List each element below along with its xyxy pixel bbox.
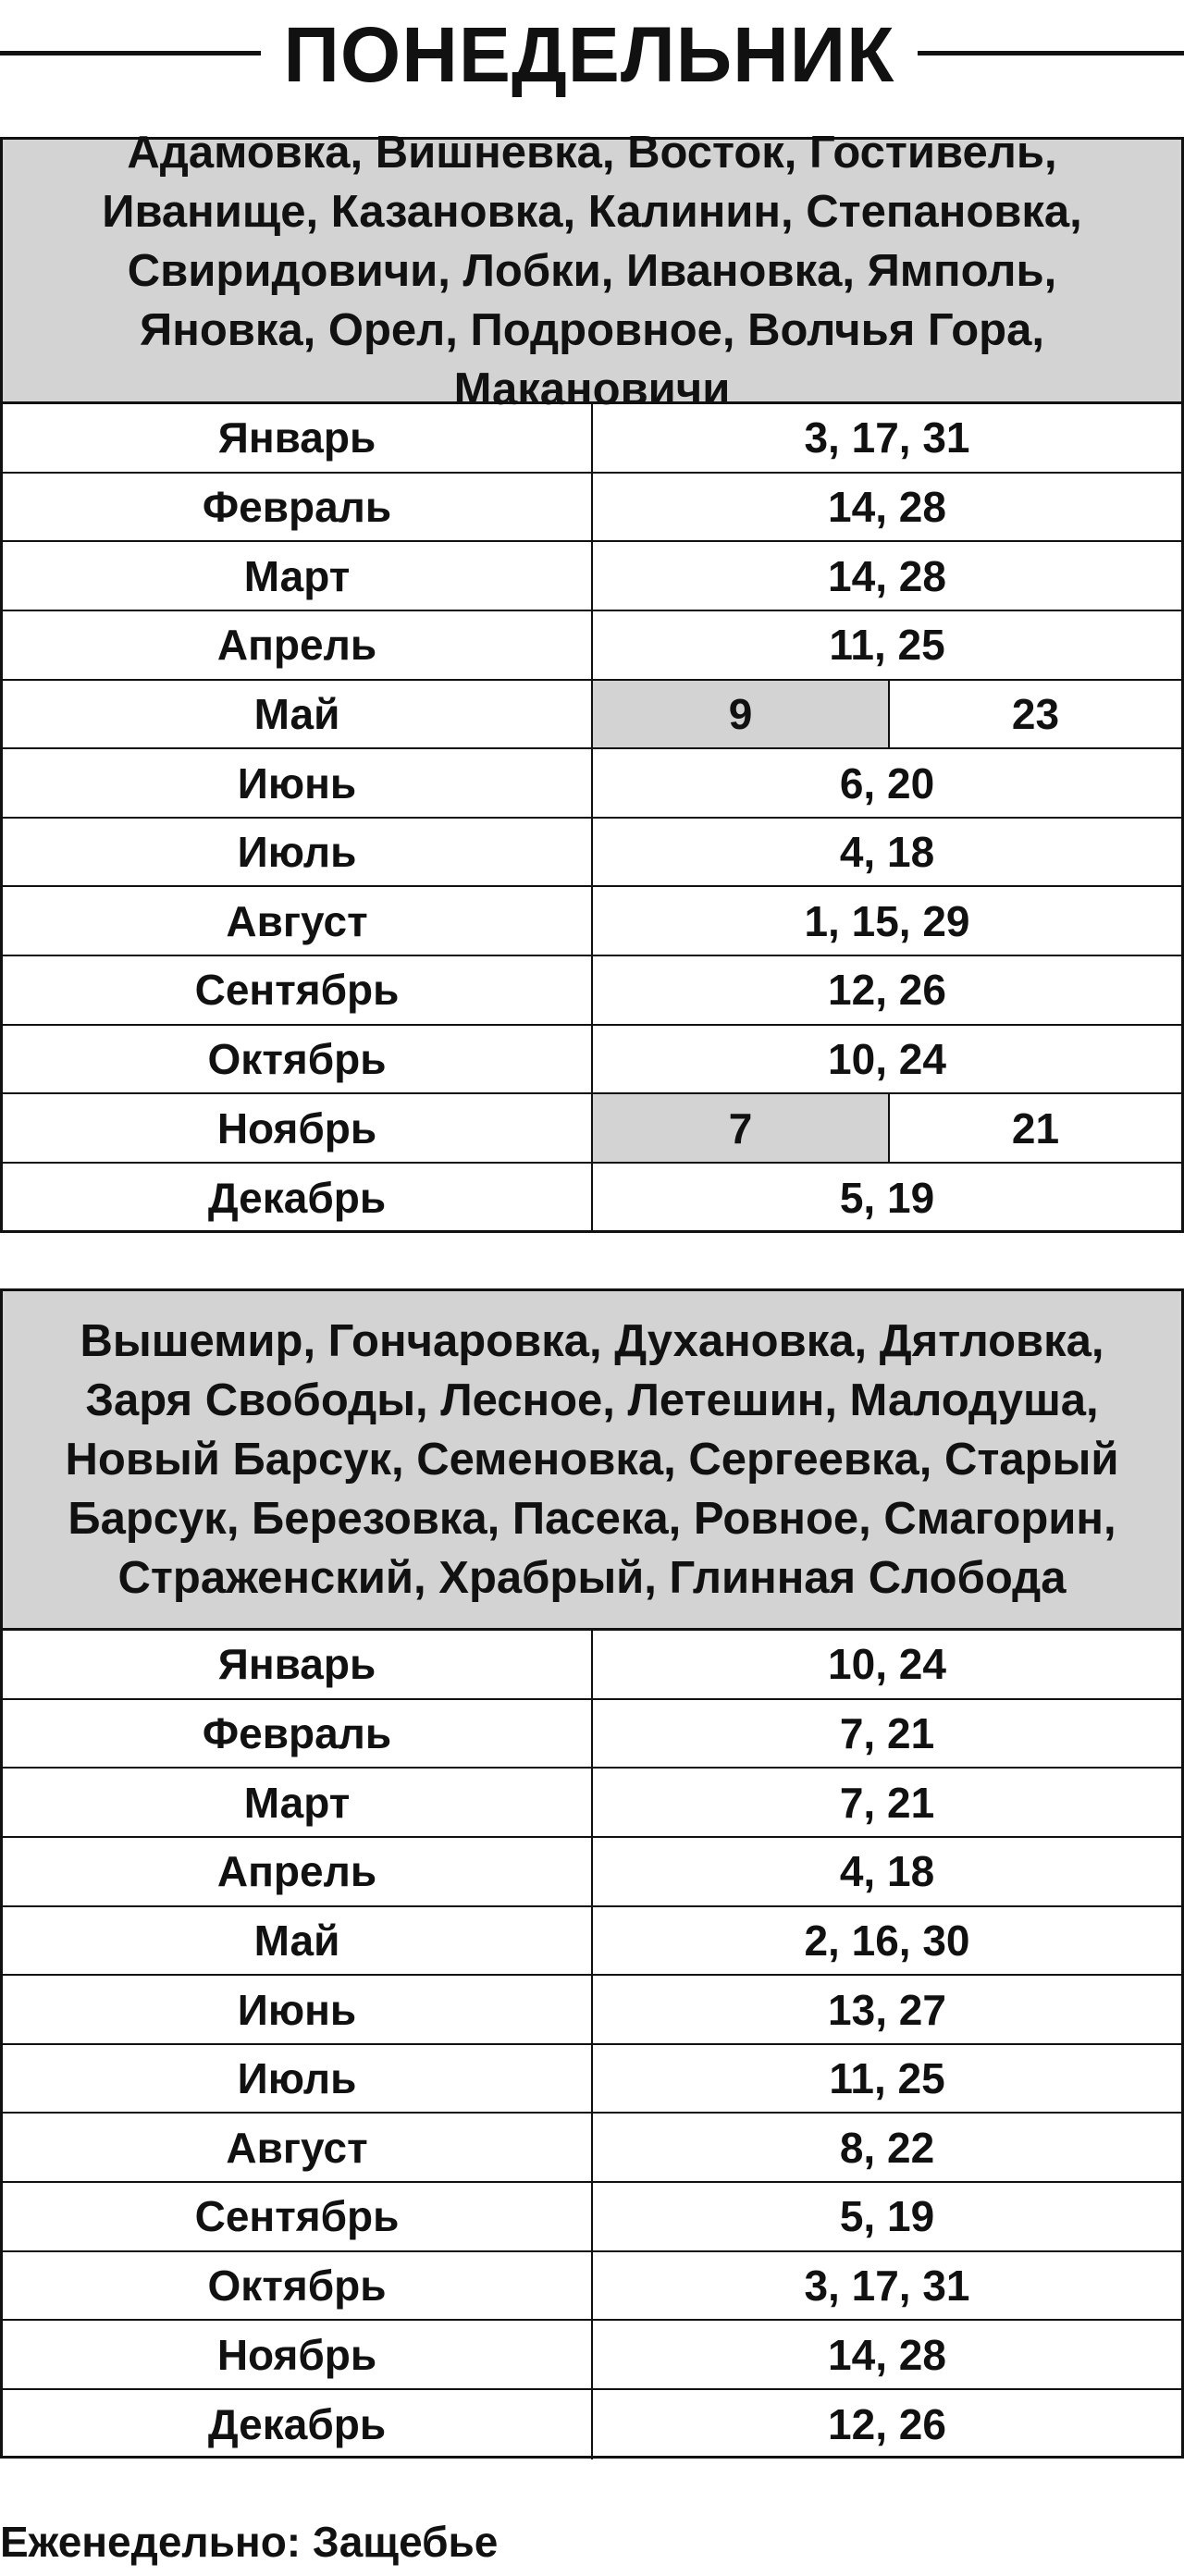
month-cell: Июнь [3, 749, 593, 817]
month-cell: Ноябрь [3, 1094, 593, 1162]
month-cell: Ноябрь [3, 2321, 593, 2388]
dates-cell: 3, 17, 31 [804, 413, 970, 462]
table-row [3, 2045, 1181, 2114]
table-row [3, 2252, 1181, 2322]
month-cell: Январь [3, 1631, 593, 1698]
dates-cell: 6, 20 [839, 758, 935, 807]
table-row [3, 1769, 1181, 1838]
dates-cell: 3, 17, 31 [804, 2262, 970, 2311]
dates-split-cell [593, 1094, 1181, 1162]
table-row [3, 2183, 1181, 2252]
date-highlighted: 9 [593, 681, 890, 748]
table-row [3, 2114, 1181, 2183]
weekly-note: Еженедельно: Защебье [0, 2518, 499, 2566]
month-cell: Август [3, 2114, 593, 2181]
table-row [3, 681, 1181, 750]
dates-cell: 13, 27 [828, 1985, 946, 2034]
month-cell: Июнь [3, 1976, 593, 2043]
month-cell: Май [3, 1907, 593, 1975]
month-cell: Февраль [3, 474, 593, 541]
month-cell: Сентябрь [3, 956, 593, 1024]
dates-cell: 11, 25 [829, 2054, 945, 2103]
table-row [3, 1700, 1181, 1769]
dates-cell: 4, 18 [839, 828, 935, 877]
month-cell: Декабрь [3, 1164, 593, 1233]
dates-cell: 10, 24 [828, 1640, 946, 1689]
table-row [3, 819, 1181, 888]
month-cell: Март [3, 542, 593, 610]
month-cell: Апрель [3, 1838, 593, 1905]
table-row [3, 2321, 1181, 2390]
dates-cell: 11, 25 [829, 621, 945, 670]
dates-cell: 14, 28 [828, 2330, 946, 2379]
dates-cell: 2, 16, 30 [804, 1916, 970, 1965]
table-row [3, 2390, 1181, 2459]
dates-cell: 14, 28 [828, 482, 946, 531]
schedule-rows-1 [3, 404, 1181, 1233]
table-row [3, 404, 1181, 474]
page-title: ПОНЕДЕЛЬНИК [283, 11, 895, 98]
month-cell: Декабрь [3, 2390, 593, 2459]
date-regular: 21 [1011, 1103, 1060, 1152]
schedule-table-2 [0, 1288, 1184, 2459]
dates-cell: 5, 19 [839, 2192, 935, 2241]
table-row [3, 1976, 1181, 2045]
month-cell: Март [3, 1769, 593, 1836]
dates-cell: 14, 28 [828, 551, 946, 600]
title-rule-right [918, 51, 1184, 55]
dates-cell: 7, 21 [839, 1708, 935, 1757]
month-cell: Октябрь [3, 2252, 593, 2320]
month-cell: Июль [3, 2045, 593, 2113]
month-cell: Август [3, 887, 593, 955]
table-row [3, 1838, 1181, 1907]
schedule-rows-2 [3, 1631, 1181, 2459]
dates-cell: 12, 26 [828, 2400, 946, 2449]
dates-cell: 7, 21 [839, 1778, 935, 1827]
table-row [3, 887, 1181, 956]
table-row [3, 1907, 1181, 1977]
table-row [3, 1094, 1181, 1164]
dates-cell: 1, 15, 29 [804, 896, 970, 945]
villages-list-2: Вышемир, Гончаровка, Духановка, Дятловка, Заря Свободы, Лесное, Летешин, Малодуша, Новый Барсук, Семеновка, Сергеевка, Старый Барсук, Березовка, Пасека, Ровное, Смагорин, Страженский, Храбрый, Глинная Слобода [3, 1291, 1181, 1631]
table-row [3, 611, 1181, 681]
date-highlighted: 7 [593, 1094, 890, 1162]
dates-cell: 4, 18 [839, 1847, 935, 1896]
table-row [3, 749, 1181, 819]
dates-cell: 8, 22 [839, 2123, 935, 2172]
schedule-table-1 [0, 127, 1184, 1233]
table-row [3, 1164, 1181, 1233]
dates-cell: 5, 19 [839, 1174, 935, 1223]
month-cell: Январь [3, 404, 593, 472]
month-cell: Сентябрь [3, 2183, 593, 2250]
dates-cell: 12, 26 [828, 966, 946, 1015]
month-cell: Февраль [3, 1700, 593, 1768]
table-row [3, 542, 1181, 611]
title-rule-left [0, 51, 261, 55]
table-row [3, 1026, 1181, 1095]
villages-list-1: Адамовка, Вишневка, Восток, Гостивель, Иванище, Казановка, Калинин, Степановка, Свиридовичи, Лобки, Ивановка, Ямполь, Яновка, Орел, Подровное, Волчья Гора, Макановичи [3, 140, 1181, 404]
table-row [3, 1631, 1181, 1700]
page-header [0, 0, 1184, 109]
dates-split-cell [593, 681, 1181, 748]
table-row [3, 956, 1181, 1026]
month-cell: Апрель [3, 611, 593, 679]
date-regular: 23 [1011, 689, 1060, 738]
month-cell: Октябрь [3, 1026, 593, 1093]
dates-cell: 10, 24 [828, 1035, 946, 1084]
table-row [3, 474, 1181, 543]
month-cell: Июль [3, 819, 593, 886]
month-cell: Май [3, 681, 593, 748]
